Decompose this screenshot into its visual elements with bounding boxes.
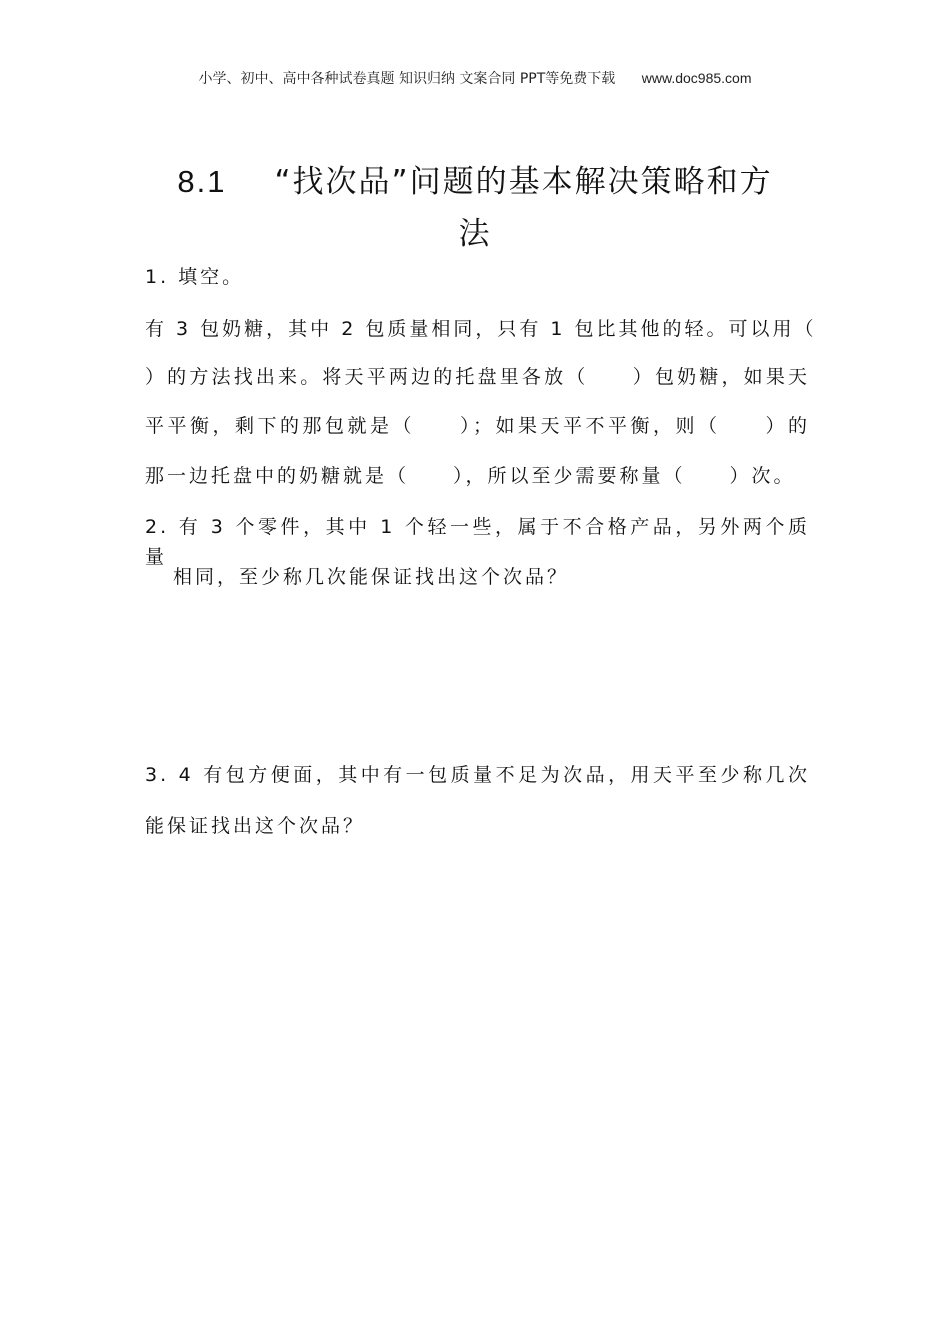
title-number: 8.1 (177, 164, 227, 199)
title-line-2: 法 (458, 216, 492, 252)
page-title (145, 156, 805, 260)
question-2-line-2: 相同，至少称几次能保证找出这个次品？ (173, 566, 570, 588)
header-text: 小学、初中、高中各种试卷真题 知识归纳 文案合同 PPT等免费下载 (198, 71, 616, 87)
page-header (0, 68, 950, 88)
header-site-link[interactable]: www.doc985.com (641, 70, 752, 86)
question-3-line-1: 3. 4 有包方便面，其中有一包质量不足为次品，用天平至少称几次 (145, 764, 810, 786)
question-1-line: 有 3 包奶糖，其中 2 包质量相同，只有 1 包比其他的轻。可以用（ (145, 318, 817, 340)
title-line-1 (145, 156, 805, 208)
question-1-heading: 1. 填空。 (145, 266, 245, 288)
title-text: “找次品”问题的基本解决策略和方 (274, 164, 773, 200)
question-1-line: ）的方法找出来。将天平两边的托盘里各放（ ）包奶糖，如果天 (145, 366, 810, 388)
question-1-line: 平平衡，剩下的那包就是（ ）；如果天平不平衡，则（ ）的 (145, 415, 810, 437)
question-1-line: 那一边托盘中的奶糖就是（ ），所以至少需要称量（ ）次。 (145, 465, 796, 487)
question-2-line-1: 2. 有 3 个零件，其中 1 个轻一些，属于不合格产品，另外两个质量 (145, 516, 810, 568)
question-3-line-2: 能保证找出这个次品？ (145, 815, 366, 837)
